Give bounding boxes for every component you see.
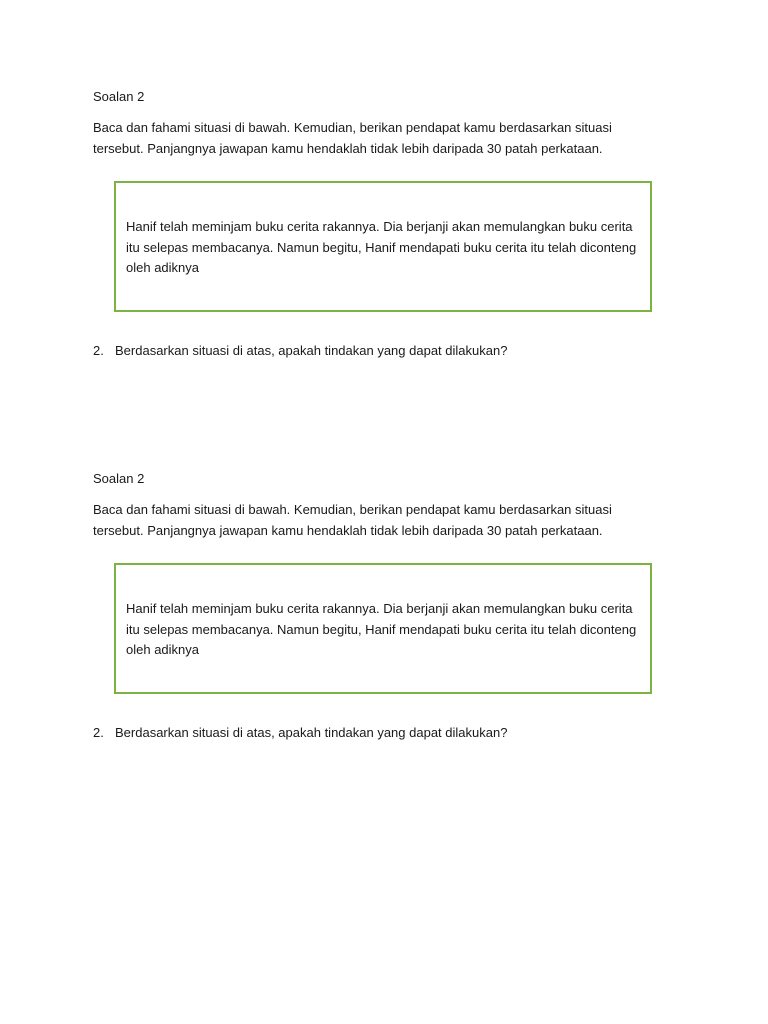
- question-text: Berdasarkan situasi di atas, apakah tindakan yang dapat dilakukan?: [115, 343, 508, 358]
- instructions-text: Baca dan fahami situasi di bawah. Kemudian, berikan pendapat kamu berdasarkan situasi tersebut. Panjangnya jawapan kamu hendaklah tidak lebih daripada 30 patah perkataan.: [93, 502, 612, 538]
- scenario-box: [114, 563, 652, 694]
- question-section-1: [93, 88, 663, 360]
- scenario-text: Hanif telah meminjam buku cerita rakannya. Dia berjanji akan memulangkan buku cerita itu selepas membacanya. Namun begitu, Hanif mendapati buku cerita itu telah diconteng oleh adiknya: [126, 601, 637, 657]
- section-heading: Soalan 2: [93, 89, 145, 104]
- question-section-2: [93, 470, 663, 742]
- question-item: [93, 342, 663, 360]
- scenario-box: [114, 181, 652, 312]
- question-number: 2.: [93, 725, 104, 740]
- scenario-text: Hanif telah meminjam buku cerita rakannya. Dia berjanji akan memulangkan buku cerita itu selepas membacanya. Namun begitu, Hanif mendapati buku cerita itu telah diconteng oleh adiknya: [126, 219, 637, 275]
- instructions-text: Baca dan fahami situasi di bawah. Kemudian, berikan pendapat kamu berdasarkan situasi tersebut. Panjangnya jawapan kamu hendaklah tidak lebih daripada 30 patah perkataan.: [93, 120, 612, 156]
- question-number: 2.: [93, 343, 104, 358]
- question-text: Berdasarkan situasi di atas, apakah tindakan yang dapat dilakukan?: [115, 725, 508, 740]
- question-item: [93, 724, 663, 742]
- section-heading: Soalan 2: [93, 471, 145, 486]
